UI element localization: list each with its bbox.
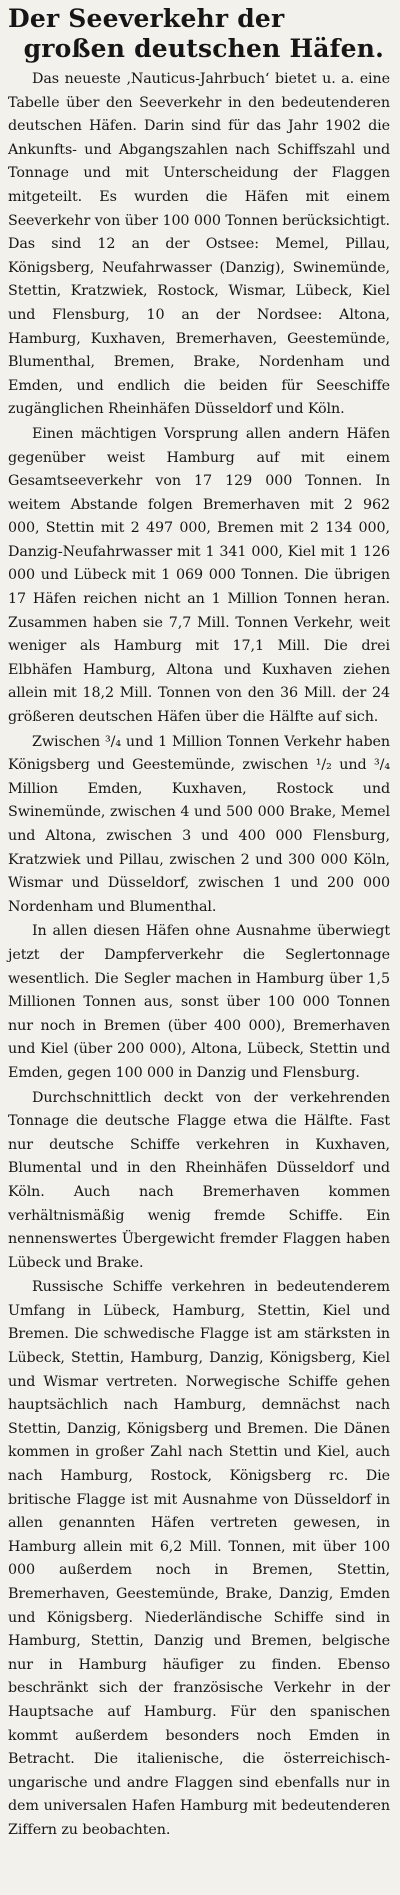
article-paragraph-4: In allen diesen Häfen ohne Ausnahme überwiegt jetzt der Dampferverkehr die Seglertonnage wesentlich. Die Segler machen in Hamburg über 1,5 Millionen Tonnen aus, sonst über 100 000 Tonnen nur noch in Bremen (über 400 000), Bremerhaven und Kiel (über 200 000), Altona, Lübeck, Stettin und Emden, gegen 100 000 in Danzig und Flensburg. xyxy=(8,923,390,1081)
article-title-line-1: Der Seeverkehr der xyxy=(8,4,285,33)
article-paragraph-1: Das neueste ‚Nauticus-Jahrbuch‘ bietet u. a. eine Tabelle über den Seeverkehr in den bedeutenderen deutschen Häfen. Darin sind für das Jahr 1902 die Ankunfts- und Abgangszahlen nach Schiffszahl und Tonnage und mit Unterscheidung der Flaggen mitgeteilt. Es wurden die Häfen mit einem Seeverkehr von über 100 000 Tonnen berücksichtigt. Das sind 12 an der Ostsee: Memel, Pillau, Königsberg, Neufahrwasser (Danzig), Swinemünde, Stettin, Kratzwiek, Rostock, Wismar, Lübeck, Kiel und Flensburg, 10 an der Nordsee: Altona, Hamburg, Kuxhaven, Bremerhaven, Geestemünde, Blumenthal, Bremen, Brake, Nordenham und Emden, und endlich die beiden für Seeschiffe zugänglichen Rheinhäfen Düsseldorf und Köln. xyxy=(8,71,390,418)
article-paragraph-2: Einen mächtigen Vorsprung allen andern Häfen gegenüber weist Hamburg auf mit einem Gesamtseeverkehr von 17 129 000 Tonnen. In weitem Abstande folgen Bremerhaven mit 2 962 000, Stettin mit 2 497 000, Bremen mit 2 134 000, Danzig-Neufahrwasser mit 1 341 000, Kiel mit 1 126 000 und Lübeck mit 1 069 000 Tonnen. Die übrigen 17 Häfen reichen nicht an 1 Million Tonnen heran. Zusammen haben sie 7,7 Mill. Tonnen Verkehr, weit weniger als Hamburg mit 17,1 Mill. Die drei Elbhäfen Hamburg, Altona und Kuxhaven ziehen allein mit 18,2 Mill. Tonnen von den 36 Mill. der 24 größeren deutschen Häfen über die Hälfte auf sich. xyxy=(8,425,390,726)
article-paragraph-6: Russische Schiffe verkehren in bedeutenderem Umfang in Lübeck, Hamburg, Stettin, Kiel und Bremen. Die schwedische Flagge ist am stärksten in Lübeck, Stettin, Hamburg, Danzig, Königsberg, Kiel und Wismar vertreten. Norwegische Schiffe gehen hauptsächlich nach Hamburg, demnächst nach Stettin, Danzig, Königsberg und Bremen. Die Dänen kommen in großer Zahl nach Stettin und Kiel, auch nach Hamburg, Rostock, Königsberg rc. Die britische Flagge ist mit Ausnahme von Düsseldorf in allen genannten Häfen vertreten gewesen, in Hamburg allein mit 6,2 Mill. Tonnen, mit über 100 000 außerdem noch in Bremen, Stettin, Bremerhaven, Geestemünde, Brake, Danzig, Emden und Königsberg. Niederländische Schiffe sind in Hamburg, Stettin, Danzig und Bremen, belgische nur in Hamburg häufiger zu finden. Ebenso beschränkt sich der französische Verkehr in der Hauptsache auf Hamburg. Für den spanischen kommt außerdem besonders noch Emden in Betracht. Die italienische, die österreichisch-ungarische und andre Flaggen sind ebenfalls nur in dem universalen Hafen Hamburg mit bedeutenderen Ziffern zu beobachten. xyxy=(8,1279,390,1838)
newspaper-article xyxy=(8,4,390,1843)
article-title-line-2: großen deutschen Häfen. xyxy=(23,34,384,63)
article-title xyxy=(8,4,390,64)
article-paragraph-5: Durchschnittlich deckt von der verkehrenden Tonnage die deutsche Flagge etwa die Hälfte. Fast nur deutsche Schiffe verkehren in Kuxhaven, Blumental und in den Rheinhäfen Düsseldorf und Köln. Auch nach Bremerhaven kommen verhältnismäßig wenig fremde Schiffe. Ein nennenswertes Übergewicht fremder Flaggen haben Lübeck und Brake. xyxy=(8,1089,390,1271)
article-paragraph-3: Zwischen ³/₄ und 1 Million Tonnen Verkehr haben Königsberg und Geestemünde, zwischen ¹/₂ und ³/₄ Million Emden, Kuxhaven, Rostock und Swinemünde, zwischen 4 und 500 000 Brake, Memel und Altona, zwischen 3 und 400 000 Flensburg, Kratzwiek und Pillau, zwischen 2 und 300 000 Köln, Wismar und Düsseldorf, zwischen 1 und 200 000 Nordenham und Blumenthal. xyxy=(8,733,390,915)
